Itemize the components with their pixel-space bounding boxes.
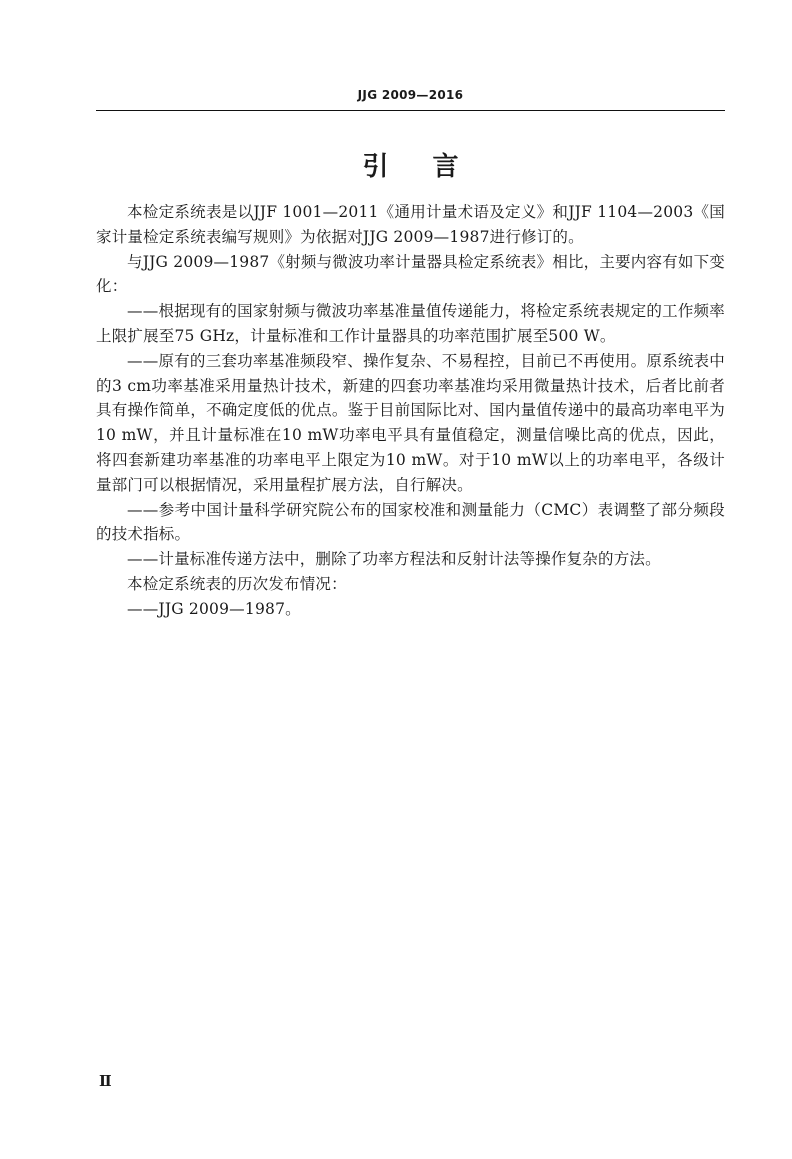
header-rule <box>96 110 725 111</box>
paragraph: ——根据现有的国家射频与微波功率基准量值传递能力，将检定系统表规定的工作频率上限扩展至75 GHz，计量标准和工作计量器具的功率范围扩展至500 W。 <box>96 302 725 345</box>
paragraph: ——计量标准传递方法中，删除了功率方程法和反射计法等操作复杂的方法。 <box>127 550 661 569</box>
paragraph: ——参考中国计量科学研究院公布的国家校准和测量能力（CMC）表调整了部分频段的技术指标。 <box>96 500 725 544</box>
paragraph: ——JJG 2009—1987。 <box>127 599 301 618</box>
paragraph: ——原有的三套功率基准频段窄、操作复杂、不易程控，目前已不再使用。原系统表中的3 cm功率基准采用量热计技术，新建的四套功率基准均采用微量热计技术，后者比前者具有操作简单，不确定度低的优点。鉴于目前国际比对、国内量值传递中的最高功率电平为10 mW，并且计量标准在10 mW功率电平具有量值稳定，测量信噪比高的优点，因此，将四套新建功率基准的功率电平上限定为10 mW。对于10 mW以上的功率电平，各级计量部门可以根据情况，采用量程扩展方法，自行解决。 <box>96 351 725 494</box>
page-number: Ⅱ <box>99 1072 112 1090</box>
document-body <box>96 200 725 622</box>
paragraph: 本检定系统表是以JJF 1001—2011《通用计量术语及定义》和JJF 1104—2003《国家计量检定系统表编写规则》为依据对JJG 2009—1987进行修订的。 <box>96 203 725 246</box>
paragraph: 与JJG 2009—1987《射频与微波功率计量器具检定系统表》相比，主要内容有如下变化： <box>96 252 725 296</box>
running-header: JJG 2009—2016 <box>357 88 464 102</box>
paragraph: 本检定系统表的历次发布情况： <box>127 574 347 593</box>
page-title: 引言 <box>362 152 503 182</box>
